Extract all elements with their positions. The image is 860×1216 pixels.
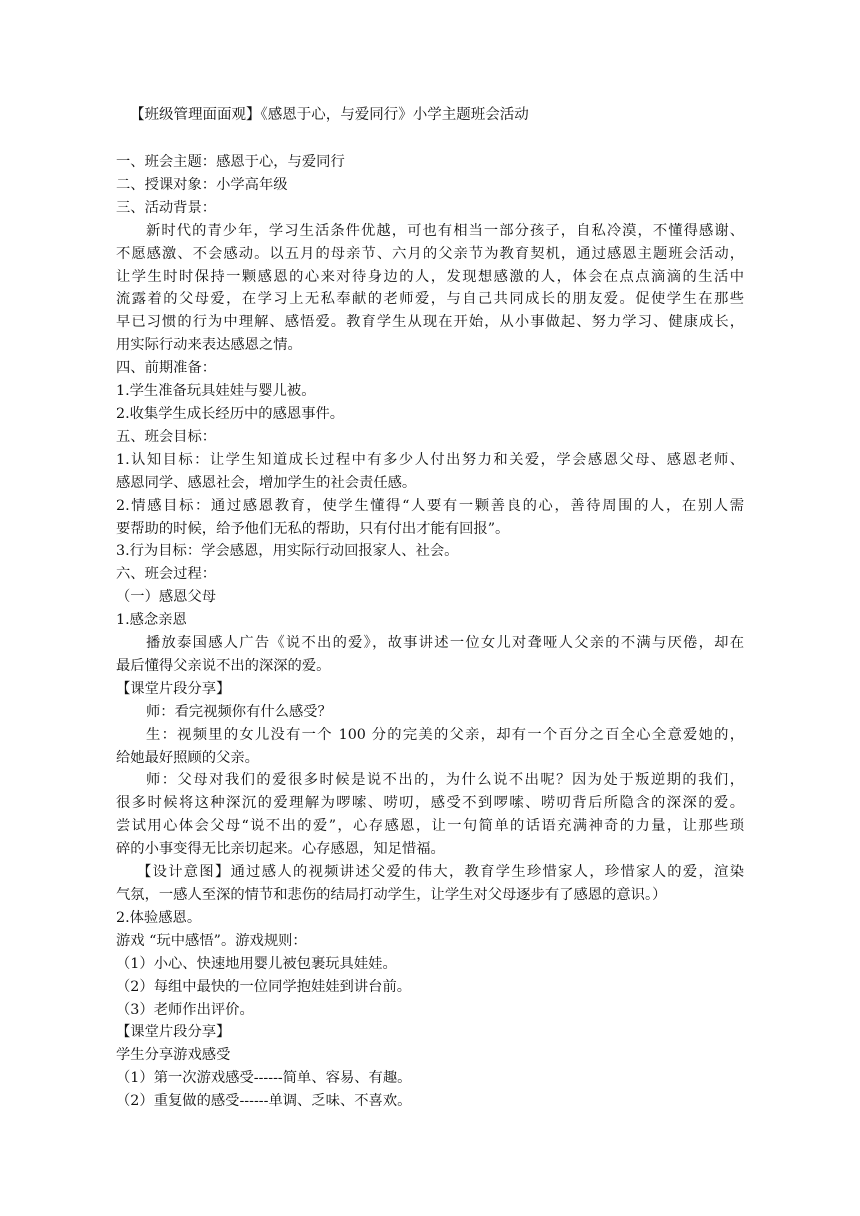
- text-line: 师：看完视频你有什么感受？: [146, 703, 332, 720]
- text-line: （2）重复做的感受------单调、乏味、不喜欢。: [116, 1093, 412, 1110]
- text-line: 1.学生准备玩具娃娃与婴儿被。: [116, 383, 316, 400]
- text-line: （一）感恩父母: [116, 589, 217, 606]
- text-line: 3.行为目标：学会感恩，用实际行动回报家人、社会。: [116, 543, 459, 560]
- text-line: （2）每组中最快的一位同学抱娃娃到讲台前。: [116, 978, 412, 995]
- text-line: 最后懂得父亲说不出的深深的爱。: [116, 657, 331, 674]
- text-line: 2.情感目标：通过感恩教育，使学生懂得“人要有一颗善良的心，善待周围的人，在别人需: [116, 497, 744, 514]
- text-line: 播放泰国感人广告《说不出的爱》，故事讲述一位女儿对聋哑人父亲的不满与厌倦，却在: [146, 635, 744, 652]
- text-line: 给她最好照顾的父亲。: [116, 749, 259, 766]
- text-line: 游戏 “玩中感悟”。游戏规则：: [116, 932, 307, 949]
- text-line: 【课堂片段分享】: [116, 680, 231, 697]
- text-line: 2.收集学生成长经历中的感恩事件。: [116, 405, 345, 422]
- text-line: （1）小心、快速地用婴儿被包裹玩具娃娃。: [116, 955, 397, 972]
- document-body: [116, 151, 744, 1113]
- text-line: 1.感念亲恩: [116, 612, 187, 629]
- text-line: 师：父母对我们的爱很多时候是说不出的，为什么说不出呢？因为处于叛逆期的我们，: [146, 772, 744, 789]
- text-line: 生：视频里的女儿没有一个 100 分的完美的父亲，却有一个百分之百全心全意爱她的，: [146, 726, 744, 743]
- text-line: 新时代的青少年，学习生活条件优越，可也有相当一部分孩子，自私冷漠，不懂得感谢、: [146, 222, 744, 239]
- text-line: 气氛，一感人至深的情节和悲伤的结局打动学生，让学生对父母逐步有了感恩的意识。）: [116, 887, 667, 903]
- text-line: 三、活动背景：: [116, 199, 217, 216]
- text-line: 很多时候将这种深沉的爱理解为啰嗦、唠叨，感受不到啰嗦、唠叨背后所隐含的深深的爱。: [116, 795, 744, 812]
- text-line: 2.体验感恩。: [116, 909, 202, 926]
- document-title: 【班级管理面面观】《感恩于心，与爱同行》小学主题班会活动: [130, 107, 529, 123]
- text-line: 学生分享游戏感受: [116, 1047, 231, 1064]
- text-line: 四、前期准备：: [116, 360, 217, 377]
- text-line: 尝试用心体会父母“说不出的爱”，心存感恩，让一句简单的话语充满神奇的力量，让那些琐: [116, 818, 744, 835]
- text-line: （3）老师作出评价。: [116, 1001, 254, 1018]
- text-line: 一、班会主题：感恩于心，与爱同行: [116, 154, 345, 170]
- text-line: 让学生时时保持一颗感恩的心来对待身边的人，发现想感激的人，体会在点点滴滴的生活中: [116, 268, 744, 285]
- text-line: 六、班会过程：: [116, 566, 217, 583]
- text-line: 不愿感激、不会感动。以五月的母亲节、六月的父亲节为教育契机，通过感恩主题班会活动，: [116, 245, 744, 262]
- text-line: 要帮助的时候，给予他们无私的帮助，只有付出才能有回报”。: [116, 520, 510, 537]
- text-line: 1.认知目标：让学生知道成长过程中有多少人付出努力和关爱，学会感恩父母、感恩老师、: [116, 451, 744, 468]
- text-line: 早已习惯的行为中理解、感悟爱。教育学生从现在开始，从小事做起、努力学习、健康成长，: [116, 314, 744, 331]
- text-line: 【设计意图】通过感人的视频讲述父爱的伟大，教育学生珍惜家人，珍惜家人的爱，渲染: [137, 864, 744, 881]
- text-line: 五、班会目标：: [116, 428, 217, 445]
- text-line: 用实际行动来表达感恩之情。: [116, 337, 302, 354]
- text-line: 碎的小事变得无比亲切起来。心存感恩，知足惜福。: [116, 841, 445, 858]
- text-line: （1）第一次游戏感受------简单、容易、有趣。: [116, 1070, 412, 1087]
- text-line: 二、授课对象：小学高年级: [116, 176, 288, 193]
- text-line: 流露着的父母爱，在学习上无私奉献的老师爱，与自己共同成长的朋友爱。促使学生在那些: [116, 291, 744, 308]
- text-line: 感恩同学、感恩社会，增加学生的社会责任感。: [116, 474, 417, 491]
- text-line: 【课堂片段分享】: [116, 1024, 231, 1041]
